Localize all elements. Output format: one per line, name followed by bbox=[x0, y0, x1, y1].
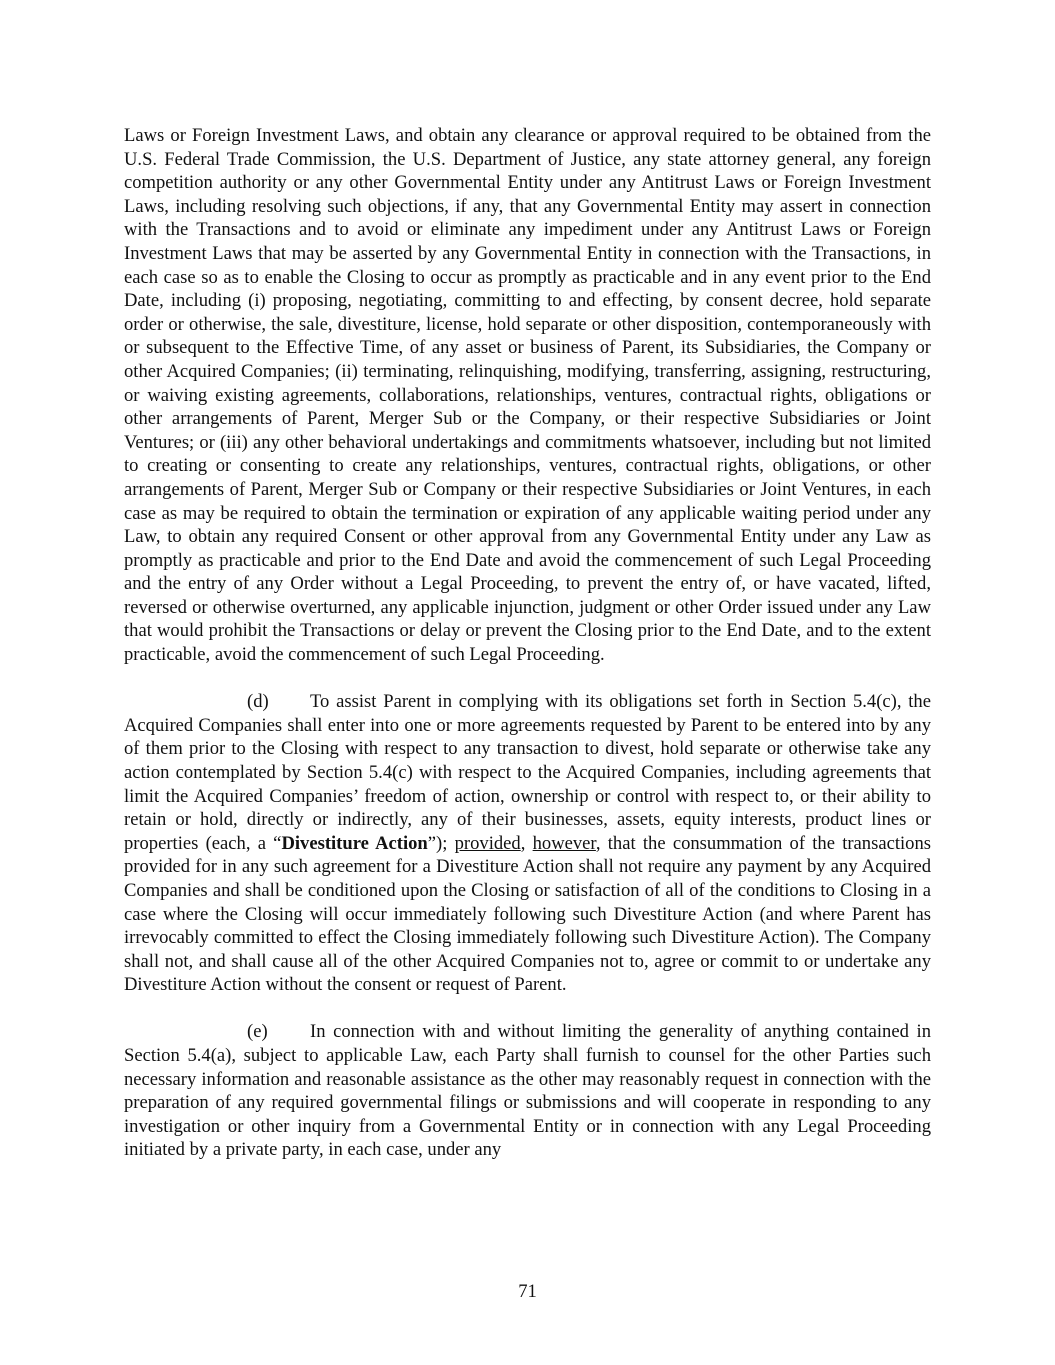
paragraph-d-text-part3: , that the consummation of the transactions provided for in any such agreement for a Divestiture Action shall not require any payment by any Acquired Companies and shall be conditioned upon the Closing or satisfaction of all of the conditions to Closing in a case where the Closing will occur immediately following such Divestiture Action (and where Parent has irrevocably committed to effect the Closing immediately following such Divestiture Action). The Company shall not, and shall cause all of the other Acquired Companies not to, agree or commit to or undertake any Divestiture Action without the consent or request of Parent. bbox=[124, 832, 932, 996]
paragraph-c-continuation bbox=[124, 124, 931, 667]
paragraph-d-label: (d) bbox=[247, 691, 269, 713]
paragraph-d-text-part1: To assist Parent in complying with its obligations set forth in Section 5.4(c), the Acquired Companies shall enter into one or more agreements requested by Parent to be entered into by any of them prior to the Closing with respect to any transaction to divest, hold separate or otherwise take any action contemplated by Section 5.4(c) with respect to the Acquired Companies, including agreements that limit the Acquired Companies’ freedom of action, ownership or control with respect to, or their ability to retain or hold, directly or indirectly, any of their businesses, assets, equity interests, product lines or properties (each, a “ bbox=[124, 691, 931, 854]
however-underlined: however bbox=[532, 832, 596, 854]
comma-separator: , bbox=[520, 832, 533, 854]
paragraph-c-text: Laws or Foreign Investment Laws, and obtain any clearance or approval required to be obtained from the U.S. Federal Trade Commission, the U.S. Department of Justice, any state attorney general, any foreign competition authority or any other Governmental Entity under any Antitrust Laws or Foreign Investment Laws, including resolving such objections, if any, that any Governmental Entity may assert in connection with the Transactions and to avoid or eliminate any impediment under any Antitrust Laws or Foreign Investment Laws that may be asserted by any Governmental Entity in connection with the Transactions, in each case so as to enable the Closing to occur as promptly as practicable and in any event prior to the End Date, including (i) proposing, negotiating, committing to and effecting, by consent decree, hold separate order or otherwise, the sale, divestiture, license, hold separate or other disposition, contemporaneously with or subsequent to the Effective Time, of any asset or business of Parent, its Subsidiaries, the Company or other Acquired Companies; (ii) terminating, relinquishing, modifying, transferring, assigning, restructuring, or waiving existing agreements, collaborations, relationships, ventures, contractual rights, obligations or other arrangements of Parent, Merger Sub or the Company, or their respective Subsidiaries or Joint Ventures; or (iii) any other behavioral undertakings and commitments whatsoever, including but not limited to creating or consenting to create any relationships, ventures, contractual rights, obligations, or other arrangements of Parent, Merger Sub or Company or their respective Subsidiaries or Joint Ventures, in each case as may be required to obtain the termination or expiration of any applicable waiting period under any Law, to obtain any required Consent or other approval from any Governmental Entity under any Law as promptly as practicable and prior to the End Date and avoid the commencement of such Legal Proceeding and the entry of any Order without a Legal Proceeding, to prevent the entry of, or have vacated, lifted, reversed or otherwise overturned, any applicable injunction, judgment or other Order issued under any Law that would prohibit the Transactions or delay or prevent the Closing prior to the End Date, and to the extent practicable, avoid the commencement of such Legal Proceeding. bbox=[124, 125, 931, 666]
provided-underlined: provided bbox=[454, 832, 521, 854]
paragraph-d bbox=[124, 690, 931, 997]
defined-term-divestiture-action: Divestiture Action bbox=[281, 832, 428, 854]
page-number: 71 bbox=[518, 1281, 537, 1302]
paragraph-d-text-part2: ”); bbox=[427, 832, 455, 854]
paragraph-e-text: In connection with and without limiting the generality of anything contained in Section 5.4(a), subject to applicable Law, each Party shall furnish to counsel for the other Parties such necessary information and reasonable assistance as the other may reasonably request in connection with the preparation of any required governmental filings or submissions and will cooperate in responding to any investigation or other inquiry from a Governmental Entity or in connection with any Legal Proceeding initiated by a private party, in each case, under any bbox=[124, 1021, 931, 1161]
paragraph-e-label: (e) bbox=[247, 1021, 268, 1043]
paragraph-e bbox=[124, 1020, 931, 1162]
document-page bbox=[124, 124, 931, 1162]
